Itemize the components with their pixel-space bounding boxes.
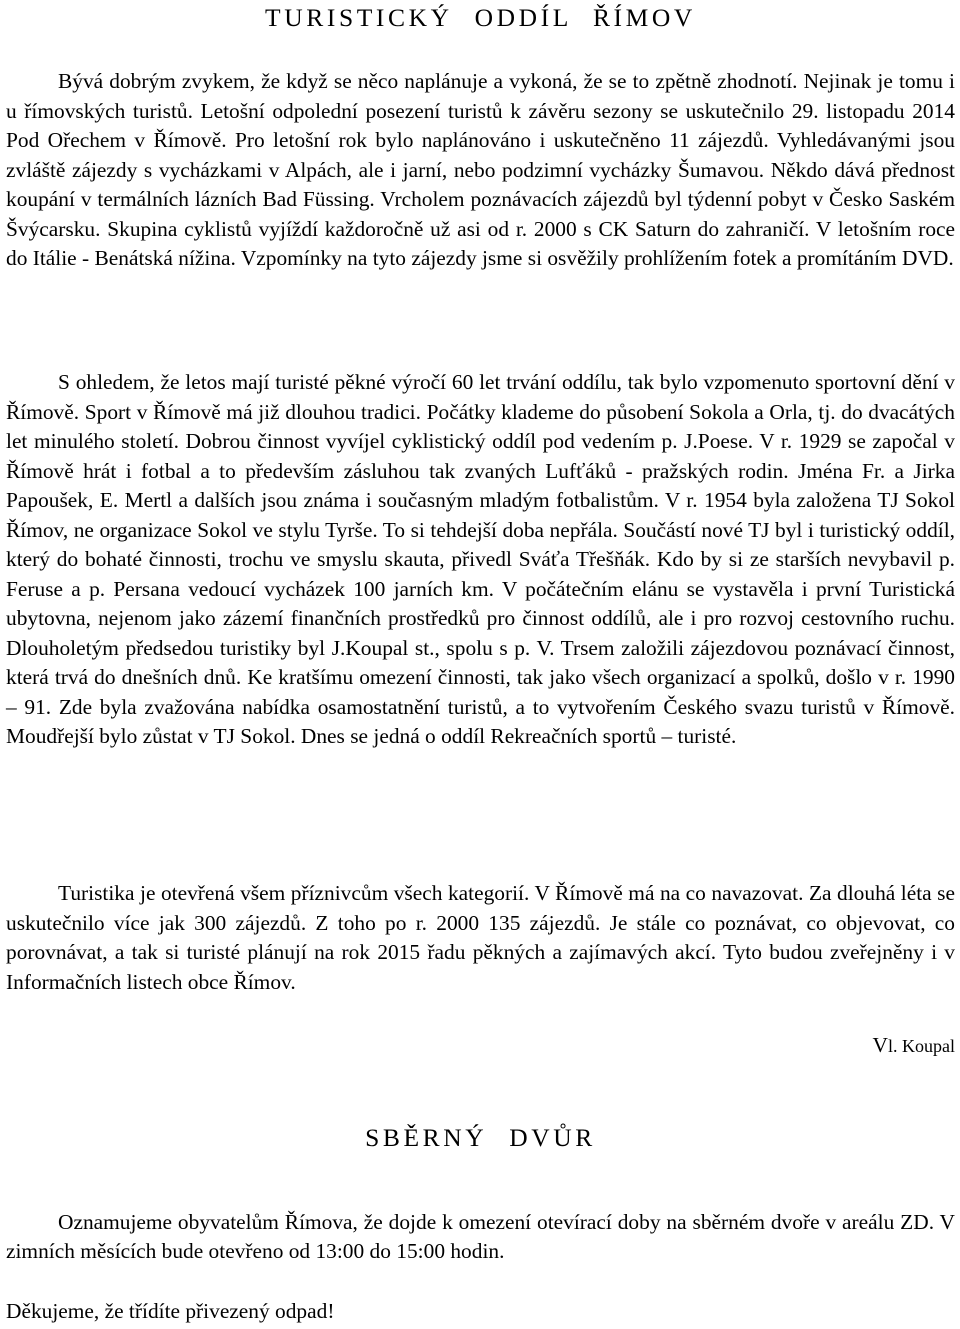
article2-paragraph-1: Oznamujeme obyvatelům Římova, že dojde k omezení otevírací doby na sběrném dvoře v areálu ZD. V zimních měsících bude otevřeno od 13:00 do 15:00 hodin. — [6, 1210, 955, 1263]
author-signature — [873, 1031, 955, 1061]
article-title-turisticky-oddil: TURISTICKÝ ODDÍL ŘÍMOV — [265, 3, 696, 32]
article1-paragraph-1: Bývá dobrým zvykem, že když se něco naplánuje a vykoná, že se to zpětně zhodnotí. Nejinak je tomu i u římovských turistů. Letošní odpolední posezení turistů k závěru sezony se uskutečnilo 29. listopadu 2014 Pod Ořechem v Římově. Pro letošní rok bylo naplánováno i uskutečněno 11 zájezdů. Vyhledávanými jsou zvláště zájezdy s vycházkami v Alpách, ale i jarní, nebo podzimní vycházky Šumavou. Někdo dává přednost koupání v termálních lázních Bad Füssing. Vrcholem poznávacích zájezdů byl týdenní pobyt v Česko Saském Švýcarsku. Skupina cyklistů vyjíždí každoročně už asi od r. 2000 s CK Saturn do zahraničí. V letošním roce do Itálie - Benátská nížina. Vzpomínky na tyto zájezdy jsme si osvěžily prohlížením fotek a promítáním DVD. — [6, 69, 955, 270]
article2-closing-line: Děkujeme, že třídíte přivezený odpad! — [6, 1299, 335, 1323]
article1-paragraph-3: Turistika je otevřená všem příznivcům všech kategorií. V Římově má na co navazovat. Za dlouhá léta se uskutečnilo více jak 300 zájezdů. Z toho po r. 2000 135 zájezdů. Je stále co poznávat, co objevovat, co porovnávat, a tak si turisté plánují na rok 2015 řadu pěkných a zajímavých akcí. Tyto budou zveřejněny i v Informačních listech obce Římov. — [6, 881, 955, 994]
signature-name: l. Koupal — [888, 1036, 955, 1056]
article-title-sberny-dvur: SBĚRNÝ DVŮR — [365, 1123, 596, 1152]
signature-initial: V — [872, 1033, 888, 1057]
article1-paragraph-2: S ohledem, že letos mají turisté pěkné výročí 60 let trvání oddílu, tak bylo vzpomenuto sportovní dění v Římově. Sport v Římově má již dlouhou tradici. Počátky klademe do působení Sokola a Orla, tj. do dvacátých let minulého století. Dobrou činnost vyvíjel cyklistický oddíl pod vedením p. J.Poese. V r. 1929 se započal v Římově hrát i fotbal a to především zásluhou tak zvaných Lufťáků - pražských rodin. Jména Fr. a Jirka Papoušek, E. Mertl a dalších jsou známa i současným mladým fotbalistům. V r. 1954 byla založena TJ Sokol Římov, ne organizace Sokol ve stylu Tyrše. To si tehdejší doba nepřála. Součástí nové TJ byl i turistický oddíl, který do bohaté činnosti, trochu ve smyslu skauta, přivedl Sváťa Třešňák. Kdo by si ze starších nevybavil p. Feruse a p. Persana vedoucí vycházek 100 jarních km. V počátečním elánu se vystavěla i první Turistická ubytovna, nejenom jako zázemí finančních prostředků pro činnost oddílů, ale i pro rozvoj cestovního ruchu. Dlouholetým předsedou turistiky byl J.Koupal st., spolu s p. V. Trsem založili zájezdovou poznávací činnost, která trvá do dnešních dnů. Ke kratšímu omezení činnosti, tak jako všech organizací a spolků, došlo v r. 1990 – 91. Zde byla zvažována nabídka osamostatnění turistů, a to vytvořením Českého svazu turistů v Římově. Moudřejší bylo zůstat v TJ Sokol. Dnes se jedná o oddíl Rekreačních sportů – turisté. — [6, 370, 955, 748]
